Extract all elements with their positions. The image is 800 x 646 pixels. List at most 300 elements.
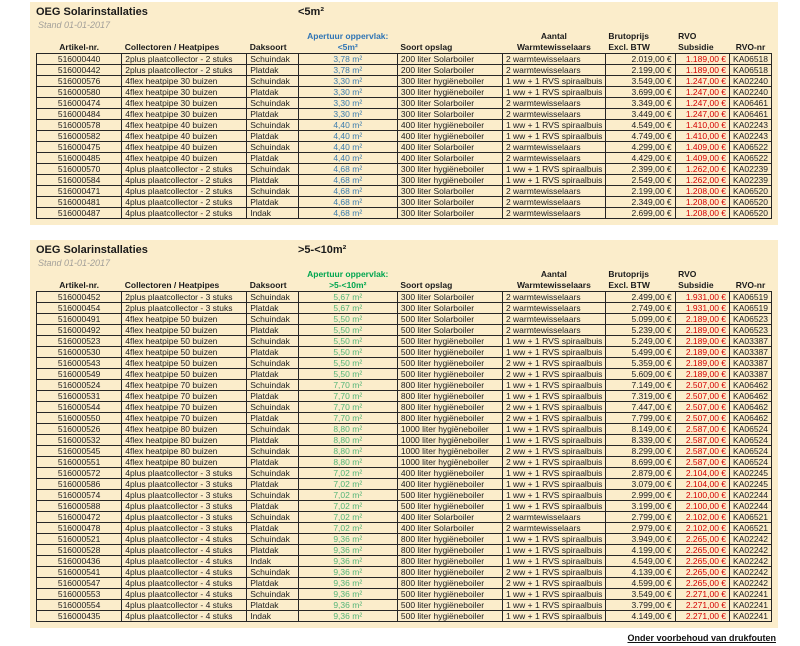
cell-daksoort: Schuindak xyxy=(247,292,298,303)
table-row xyxy=(37,142,772,153)
cell-soort-opslag: 800 liter hygiëneboiler xyxy=(397,534,502,545)
cell-apertuur: 9,36 m² xyxy=(298,556,397,567)
cell-rvo-nr: KA02242 xyxy=(730,567,772,578)
cell-collectoren: 4plus plaatcollector - 4 stuks xyxy=(122,589,247,600)
cell-artikel-nr: 516000491 xyxy=(37,314,122,325)
cell-subsidie: 2.100,00 € xyxy=(675,490,729,501)
cell-apertuur: 5,50 m² xyxy=(298,336,397,347)
cell-brutoprijs: 2.349,00 € xyxy=(605,197,675,208)
cell-rvo-nr: KA02241 xyxy=(730,589,772,600)
cell-rvo-nr: KA06523 xyxy=(730,314,772,325)
cell-subsidie: 2.271,00 € xyxy=(675,589,729,600)
cell-daksoort: Platdak xyxy=(247,523,298,534)
cell-collectoren: 2plus plaatcollector - 3 stuks xyxy=(122,292,247,303)
cell-subsidie: 1.208,00 € xyxy=(675,208,729,219)
cell-soort-opslag: 500 liter hygiëneboiler xyxy=(397,347,502,358)
cell-soort-opslag: 800 liter hygiëneboiler xyxy=(397,380,502,391)
cell-subsidie: 1.262,00 € xyxy=(675,175,729,186)
cell-daksoort: Platdak xyxy=(247,545,298,556)
cell-rvo-nr: KA02240 xyxy=(730,87,772,98)
table-row xyxy=(37,446,772,457)
cell-subsidie: 1.208,00 € xyxy=(675,197,729,208)
cell-rvo-nr: KA06522 xyxy=(730,142,772,153)
apertuur-oppervlak-label: Apertuur oppervlak: xyxy=(307,31,389,41)
cell-apertuur: 9,36 m² xyxy=(298,567,397,578)
cell-collectoren: 4flex heatpipe 50 buizen xyxy=(122,325,247,336)
cell-rvo-nr: KA02245 xyxy=(730,468,772,479)
cell-brutoprijs: 3.699,00 € xyxy=(605,87,675,98)
cell-collectoren: 4flex heatpipe 50 buizen xyxy=(122,369,247,380)
cell-artikel-nr: 516000541 xyxy=(37,567,122,578)
cell-rvo-nr: KA02244 xyxy=(730,490,772,501)
cell-warmtewisselaars: 1 ww + 1 RVS spiraalbuis xyxy=(502,490,605,501)
table-row xyxy=(37,164,772,175)
cell-brutoprijs: 8.339,00 € xyxy=(605,435,675,446)
cell-rvo-nr: KA02242 xyxy=(730,534,772,545)
cell-brutoprijs: 2.999,00 € xyxy=(605,490,675,501)
cell-daksoort: Indak xyxy=(247,556,298,567)
cell-artikel-nr: 516000471 xyxy=(37,186,122,197)
cell-apertuur: 3,30 m² xyxy=(298,98,397,109)
cell-subsidie: 2.189,00 € xyxy=(675,325,729,336)
cell-apertuur: 7,02 m² xyxy=(298,479,397,490)
cell-warmtewisselaars: 1 ww + 1 RVS spiraalbuis xyxy=(502,479,605,490)
cell-subsidie: 2.587,00 € xyxy=(675,435,729,446)
cell-brutoprijs: 2.549,00 € xyxy=(605,175,675,186)
cell-apertuur: 4,68 m² xyxy=(298,186,397,197)
section-title: OEG Solarinstallaties xyxy=(36,6,148,18)
cell-artikel-nr: 516000474 xyxy=(37,98,122,109)
col-header-artikel-nr: Artikel-nr. xyxy=(59,280,99,290)
cell-brutoprijs: 2.879,00 € xyxy=(605,468,675,479)
cell-apertuur: 3,78 m² xyxy=(298,65,397,76)
cell-daksoort: Platdak xyxy=(247,600,298,611)
cell-brutoprijs: 3.449,00 € xyxy=(605,109,675,120)
cell-collectoren: 4plus plaatcollector - 4 stuks xyxy=(122,567,247,578)
cell-subsidie: 2.102,00 € xyxy=(675,523,729,534)
cell-soort-opslag: 500 liter hygiëneboiler xyxy=(397,490,502,501)
cell-subsidie: 2.507,00 € xyxy=(675,413,729,424)
cell-artikel-nr: 516000521 xyxy=(37,534,122,545)
cell-brutoprijs: 5.249,00 € xyxy=(605,336,675,347)
cell-brutoprijs: 4.139,00 € xyxy=(605,567,675,578)
cell-subsidie: 2.100,00 € xyxy=(675,501,729,512)
rvo-label: RVO xyxy=(678,31,697,41)
cell-apertuur: 9,36 m² xyxy=(298,611,397,622)
cell-daksoort: Platdak xyxy=(247,369,298,380)
cell-soort-opslag: 200 liter Solarboiler xyxy=(397,54,502,65)
cell-subsidie: 2.189,00 € xyxy=(675,314,729,325)
cell-subsidie: 2.271,00 € xyxy=(675,600,729,611)
table-row xyxy=(37,153,772,164)
cell-subsidie: 1.189,00 € xyxy=(675,54,729,65)
cell-warmtewisselaars: 2 warmtewisselaars xyxy=(502,186,605,197)
cell-brutoprijs: 3.349,00 € xyxy=(605,98,675,109)
cell-collectoren: 4flex heatpipe 70 buizen xyxy=(122,402,247,413)
cell-brutoprijs: 3.549,00 € xyxy=(605,76,675,87)
cell-warmtewisselaars: 1 ww + 1 RVS spiraalbuis xyxy=(502,336,605,347)
cell-apertuur: 5,50 m² xyxy=(298,314,397,325)
cell-artikel-nr: 516000553 xyxy=(37,589,122,600)
cell-rvo-nr: KA02245 xyxy=(730,479,772,490)
cell-collectoren: 4flex heatpipe 70 buizen xyxy=(122,391,247,402)
cell-artikel-nr: 516000523 xyxy=(37,336,122,347)
cell-daksoort: Schuindak xyxy=(247,120,298,131)
cell-brutoprijs: 4.749,00 € xyxy=(605,131,675,142)
cell-brutoprijs: 8.149,00 € xyxy=(605,424,675,435)
cell-soort-opslag: 400 liter Solarboiler xyxy=(397,142,502,153)
cell-artikel-nr: 516000475 xyxy=(37,142,122,153)
cell-warmtewisselaars: 2 warmtewisselaars xyxy=(502,292,605,303)
cell-artikel-nr: 516000487 xyxy=(37,208,122,219)
cell-soort-opslag: 500 liter hygiëneboiler xyxy=(397,336,502,347)
brutoprijs-label: Brutoprijs xyxy=(608,269,649,279)
cell-apertuur: 4,40 m² xyxy=(298,131,397,142)
cell-collectoren: 4plus plaatcollector - 3 stuks xyxy=(122,479,247,490)
cell-artikel-nr: 516000481 xyxy=(37,197,122,208)
cell-brutoprijs: 2.799,00 € xyxy=(605,512,675,523)
table-row xyxy=(37,358,772,369)
cell-apertuur: 8,80 m² xyxy=(298,435,397,446)
cell-subsidie: 1.247,00 € xyxy=(675,87,729,98)
cell-daksoort: Platdak xyxy=(247,109,298,120)
brutoprijs-label: Brutoprijs xyxy=(608,31,649,41)
cell-daksoort: Schuindak xyxy=(247,567,298,578)
cell-apertuur: 7,70 m² xyxy=(298,391,397,402)
cell-apertuur: 8,80 m² xyxy=(298,424,397,435)
table-row xyxy=(37,336,772,347)
cell-rvo-nr: KA03387 xyxy=(730,358,772,369)
col-header-daksoort: Daksoort xyxy=(249,42,287,52)
cell-warmtewisselaars: 1 ww + 1 RVS spiraalbuis xyxy=(502,435,605,446)
cell-artikel-nr: 516000580 xyxy=(37,87,122,98)
cell-soort-opslag: 500 liter hygiëneboiler xyxy=(397,358,502,369)
cell-collectoren: 4plus plaatcollector - 2 stuks xyxy=(122,164,247,175)
cell-soort-opslag: 400 liter Solarboiler xyxy=(397,512,502,523)
col-header-soort-opslag: Soort opslag xyxy=(400,280,453,290)
cell-apertuur: 7,70 m² xyxy=(298,402,397,413)
cell-brutoprijs: 3.949,00 € xyxy=(605,534,675,545)
cell-warmtewisselaars: 2 warmtewisselaars xyxy=(502,54,605,65)
cell-rvo-nr: KA06461 xyxy=(730,98,772,109)
cell-apertuur: 9,36 m² xyxy=(298,600,397,611)
cell-soort-opslag: 300 liter Solarboiler xyxy=(397,109,502,120)
cell-rvo-nr: KA02239 xyxy=(730,164,772,175)
cell-daksoort: Schuindak xyxy=(247,54,298,65)
cell-brutoprijs: 5.099,00 € xyxy=(605,314,675,325)
cell-warmtewisselaars: 2 warmtewisselaars xyxy=(502,303,605,314)
section-title-row xyxy=(36,244,772,258)
cell-warmtewisselaars: 1 ww + 1 RVS spiraalbuis xyxy=(502,534,605,545)
cell-rvo-nr: KA02239 xyxy=(730,175,772,186)
cell-apertuur: 5,50 m² xyxy=(298,369,397,380)
cell-collectoren: 4plus plaatcollector - 3 stuks xyxy=(122,512,247,523)
cell-apertuur: 5,50 m² xyxy=(298,347,397,358)
cell-warmtewisselaars: 1 ww + 1 RVS spiraalbuis xyxy=(502,600,605,611)
cell-artikel-nr: 516000484 xyxy=(37,109,122,120)
cell-soort-opslag: 400 liter hygiëneboiler xyxy=(397,479,502,490)
cell-brutoprijs: 3.549,00 € xyxy=(605,589,675,600)
table-row xyxy=(37,391,772,402)
cell-soort-opslag: 500 liter hygiëneboiler xyxy=(397,369,502,380)
cell-artikel-nr: 516000485 xyxy=(37,153,122,164)
cell-apertuur: 7,02 m² xyxy=(298,523,397,534)
cell-apertuur: 9,36 m² xyxy=(298,534,397,545)
cell-warmtewisselaars: 1 ww + 1 RVS spiraalbuis xyxy=(502,391,605,402)
cell-rvo-nr: KA02242 xyxy=(730,556,772,567)
cell-warmtewisselaars: 2 ww + 1 RVS spiraalbuis xyxy=(502,578,605,589)
table-row xyxy=(37,175,772,186)
cell-soort-opslag: 1000 liter hygiëneboiler xyxy=(397,457,502,468)
cell-apertuur: 3,30 m² xyxy=(298,76,397,87)
cell-daksoort: Schuindak xyxy=(247,446,298,457)
cell-rvo-nr: KA06524 xyxy=(730,435,772,446)
cell-subsidie: 2.507,00 € xyxy=(675,391,729,402)
cell-subsidie: 2.189,00 € xyxy=(675,358,729,369)
cell-brutoprijs: 4.299,00 € xyxy=(605,142,675,153)
col-header-collectoren: Collectoren / Heatpipes xyxy=(124,42,220,52)
table-row xyxy=(37,208,772,219)
cell-rvo-nr: KA06518 xyxy=(730,54,772,65)
cell-rvo-nr: KA02242 xyxy=(730,578,772,589)
section-subtitle: Stand 01-01-2017 xyxy=(38,258,111,268)
cell-rvo-nr: KA02241 xyxy=(730,600,772,611)
cell-artikel-nr: 516000526 xyxy=(37,424,122,435)
cell-daksoort: Schuindak xyxy=(247,358,298,369)
cell-apertuur: 7,02 m² xyxy=(298,501,397,512)
cell-artikel-nr: 516000543 xyxy=(37,358,122,369)
table-header xyxy=(37,31,772,54)
cell-subsidie: 2.189,00 € xyxy=(675,336,729,347)
table-row xyxy=(37,120,772,131)
cell-daksoort: Platdak xyxy=(247,578,298,589)
cell-subsidie: 1.262,00 € xyxy=(675,164,729,175)
cell-brutoprijs: 2.499,00 € xyxy=(605,292,675,303)
cell-daksoort: Platdak xyxy=(247,435,298,446)
cell-warmtewisselaars: 1 ww + 1 RVS spiraalbuis xyxy=(502,424,605,435)
table-row xyxy=(37,325,772,336)
cell-warmtewisselaars: 1 ww + 1 RVS spiraalbuis xyxy=(502,611,605,622)
cell-collectoren: 4plus plaatcollector - 4 stuks xyxy=(122,600,247,611)
cell-soort-opslag: 400 liter hygiëneboiler xyxy=(397,120,502,131)
cell-apertuur: 8,80 m² xyxy=(298,446,397,457)
cell-daksoort: Schuindak xyxy=(247,589,298,600)
cell-collectoren: 2plus plaatcollector - 2 stuks xyxy=(122,65,247,76)
cell-artikel-nr: 516000436 xyxy=(37,556,122,567)
cell-subsidie: 2.587,00 € xyxy=(675,457,729,468)
col-header-daksoort: Daksoort xyxy=(249,280,287,290)
cell-soort-opslag: 300 liter Solarboiler xyxy=(397,197,502,208)
cell-daksoort: Schuindak xyxy=(247,402,298,413)
cell-apertuur: 5,50 m² xyxy=(298,325,397,336)
cell-daksoort: Schuindak xyxy=(247,164,298,175)
cell-artikel-nr: 516000524 xyxy=(37,380,122,391)
cell-brutoprijs: 5.609,00 € xyxy=(605,369,675,380)
cell-daksoort: Platdak xyxy=(247,479,298,490)
cell-warmtewisselaars: 2 warmtewisselaars xyxy=(502,98,605,109)
cell-rvo-nr: KA02243 xyxy=(730,131,772,142)
cell-rvo-nr: KA06461 xyxy=(730,109,772,120)
cell-warmtewisselaars: 2 warmtewisselaars xyxy=(502,109,605,120)
cell-warmtewisselaars: 1 ww + 1 RVS spiraalbuis xyxy=(502,589,605,600)
cell-rvo-nr: KA06520 xyxy=(730,208,772,219)
table-row xyxy=(37,347,772,358)
cell-apertuur: 3,30 m² xyxy=(298,87,397,98)
cell-collectoren: 4plus plaatcollector - 4 stuks xyxy=(122,556,247,567)
section-title: OEG Solarinstallaties xyxy=(36,244,148,256)
table-row xyxy=(37,600,772,611)
cell-soort-opslag: 500 liter hygiëneboiler xyxy=(397,501,502,512)
cell-subsidie: 1.208,00 € xyxy=(675,186,729,197)
cell-brutoprijs: 7.447,00 € xyxy=(605,402,675,413)
table-row xyxy=(37,501,772,512)
cell-daksoort: Platdak xyxy=(247,347,298,358)
cell-soort-opslag: 500 liter hygiëneboiler xyxy=(397,589,502,600)
cell-collectoren: 4flex heatpipe 50 buizen xyxy=(122,336,247,347)
cell-warmtewisselaars: 1 ww + 1 RVS spiraalbuis xyxy=(502,347,605,358)
cell-brutoprijs: 7.319,00 € xyxy=(605,391,675,402)
cell-rvo-nr: KA02241 xyxy=(730,611,772,622)
cell-brutoprijs: 7.799,00 € xyxy=(605,413,675,424)
table-row xyxy=(37,197,772,208)
cell-soort-opslag: 400 liter Solarboiler xyxy=(397,153,502,164)
cell-rvo-nr: KA06522 xyxy=(730,153,772,164)
cell-rvo-nr: KA03387 xyxy=(730,336,772,347)
table-row xyxy=(37,611,772,622)
cell-apertuur: 3,78 m² xyxy=(298,54,397,65)
cell-subsidie: 2.507,00 € xyxy=(675,402,729,413)
cell-rvo-nr: KA06519 xyxy=(730,292,772,303)
cell-collectoren: 4plus plaatcollector - 4 stuks xyxy=(122,578,247,589)
table-row xyxy=(37,589,772,600)
cell-artikel-nr: 516000572 xyxy=(37,468,122,479)
cell-daksoort: Schuindak xyxy=(247,468,298,479)
cell-rvo-nr: KA02243 xyxy=(730,120,772,131)
cell-warmtewisselaars: 1 ww + 1 RVS spiraalbuis xyxy=(502,175,605,186)
table-row xyxy=(37,98,772,109)
cell-subsidie: 2.587,00 € xyxy=(675,446,729,457)
cell-collectoren: 4plus plaatcollector - 3 stuks xyxy=(122,468,247,479)
cell-artikel-nr: 516000544 xyxy=(37,402,122,413)
cell-daksoort: Platdak xyxy=(247,391,298,402)
section-size-label: <5m² xyxy=(298,6,324,18)
cell-daksoort: Indak xyxy=(247,208,298,219)
cell-artikel-nr: 516000478 xyxy=(37,523,122,534)
cell-artikel-nr: 516000574 xyxy=(37,490,122,501)
cell-collectoren: 4flex heatpipe 50 buizen xyxy=(122,314,247,325)
cell-brutoprijs: 2.199,00 € xyxy=(605,65,675,76)
cell-subsidie: 2.271,00 € xyxy=(675,611,729,622)
cell-warmtewisselaars: 1 ww + 1 RVS spiraalbuis xyxy=(502,545,605,556)
cell-warmtewisselaars: 1 ww + 1 RVS spiraalbuis xyxy=(502,501,605,512)
cell-apertuur: 8,80 m² xyxy=(298,457,397,468)
cell-brutoprijs: 5.239,00 € xyxy=(605,325,675,336)
cell-daksoort: Platdak xyxy=(247,65,298,76)
table-row xyxy=(37,292,772,303)
cell-brutoprijs: 8.699,00 € xyxy=(605,457,675,468)
table-row xyxy=(37,468,772,479)
cell-daksoort: Schuindak xyxy=(247,98,298,109)
table-body xyxy=(37,54,772,219)
cell-warmtewisselaars: 2 ww + 1 RVS spiraalbuis xyxy=(502,457,605,468)
cell-soort-opslag: 300 liter Solarboiler xyxy=(397,98,502,109)
col-header-artikel-nr: Artikel-nr. xyxy=(59,42,99,52)
cell-soort-opslag: 800 liter hygiëneboiler xyxy=(397,578,502,589)
cell-subsidie: 1.410,00 € xyxy=(675,131,729,142)
table-row xyxy=(37,523,772,534)
cell-collectoren: 4plus plaatcollector - 3 stuks xyxy=(122,501,247,512)
cell-soort-opslag: 800 liter hygiëneboiler xyxy=(397,391,502,402)
col-header-subsidie: Subsidie xyxy=(678,280,714,290)
cell-soort-opslag: 300 liter hygiëneboiler xyxy=(397,87,502,98)
cell-artikel-nr: 516000576 xyxy=(37,76,122,87)
table-row xyxy=(37,65,772,76)
cell-brutoprijs: 4.149,00 € xyxy=(605,611,675,622)
col-header-subsidie: Subsidie xyxy=(678,42,714,52)
cell-brutoprijs: 8.299,00 € xyxy=(605,446,675,457)
cell-artikel-nr: 516000492 xyxy=(37,325,122,336)
cell-collectoren: 4flex heatpipe 40 buizen xyxy=(122,131,247,142)
table-header xyxy=(37,269,772,292)
cell-subsidie: 2.265,00 € xyxy=(675,556,729,567)
cell-artikel-nr: 516000570 xyxy=(37,164,122,175)
cell-warmtewisselaars: 2 warmtewisselaars xyxy=(502,197,605,208)
cell-subsidie: 1.931,00 € xyxy=(675,292,729,303)
cell-collectoren: 4flex heatpipe 70 buizen xyxy=(122,380,247,391)
cell-soort-opslag: 800 liter hygiëneboiler xyxy=(397,413,502,424)
cell-rvo-nr: KA06519 xyxy=(730,303,772,314)
cell-soort-opslag: 800 liter hygiëneboiler xyxy=(397,556,502,567)
cell-collectoren: 4flex heatpipe 40 buizen xyxy=(122,142,247,153)
header-over-row xyxy=(37,269,772,280)
cell-subsidie: 2.102,00 € xyxy=(675,512,729,523)
cell-collectoren: 4plus plaatcollector - 4 stuks xyxy=(122,611,247,622)
cell-daksoort: Platdak xyxy=(247,175,298,186)
cell-artikel-nr: 516000584 xyxy=(37,175,122,186)
cell-soort-opslag: 1000 liter hygiëneboiler xyxy=(397,446,502,457)
table-row xyxy=(37,369,772,380)
cell-artikel-nr: 516000435 xyxy=(37,611,122,622)
cell-soort-opslag: 300 liter Solarboiler xyxy=(397,303,502,314)
cell-brutoprijs: 4.549,00 € xyxy=(605,120,675,131)
cell-soort-opslag: 500 liter Solarboiler xyxy=(397,325,502,336)
cell-rvo-nr: KA02244 xyxy=(730,501,772,512)
table-row xyxy=(37,578,772,589)
col-header-apertuur-size: <5m² xyxy=(337,42,358,52)
cell-apertuur: 7,02 m² xyxy=(298,512,397,523)
cell-soort-opslag: 500 liter hygiëneboiler xyxy=(397,611,502,622)
cell-artikel-nr: 516000554 xyxy=(37,600,122,611)
cell-apertuur: 5,67 m² xyxy=(298,303,397,314)
col-header-warmtewisselaars: Warmtewisselaars xyxy=(516,280,591,290)
cell-artikel-nr: 516000454 xyxy=(37,303,122,314)
cell-warmtewisselaars: 2 ww + 1 RVS spiraalbuis xyxy=(502,446,605,457)
cell-warmtewisselaars: 2 ww + 1 RVS spiraalbuis xyxy=(502,402,605,413)
cell-daksoort: Schuindak xyxy=(247,512,298,523)
cell-daksoort: Schuindak xyxy=(247,490,298,501)
cell-brutoprijs: 2.979,00 € xyxy=(605,523,675,534)
cell-warmtewisselaars: 2 warmtewisselaars xyxy=(502,314,605,325)
col-header-rvo-nr: RVO-nr xyxy=(735,280,766,290)
cell-artikel-nr: 516000530 xyxy=(37,347,122,358)
cell-artikel-nr: 516000440 xyxy=(37,54,122,65)
col-header-excl-btw: Excl. BTW xyxy=(608,280,650,290)
cell-artikel-nr: 516000549 xyxy=(37,369,122,380)
table-row xyxy=(37,186,772,197)
table-row xyxy=(37,314,772,325)
cell-soort-opslag: 400 liter hygiëneboiler xyxy=(397,468,502,479)
aantal-label: Aantal xyxy=(540,269,567,279)
